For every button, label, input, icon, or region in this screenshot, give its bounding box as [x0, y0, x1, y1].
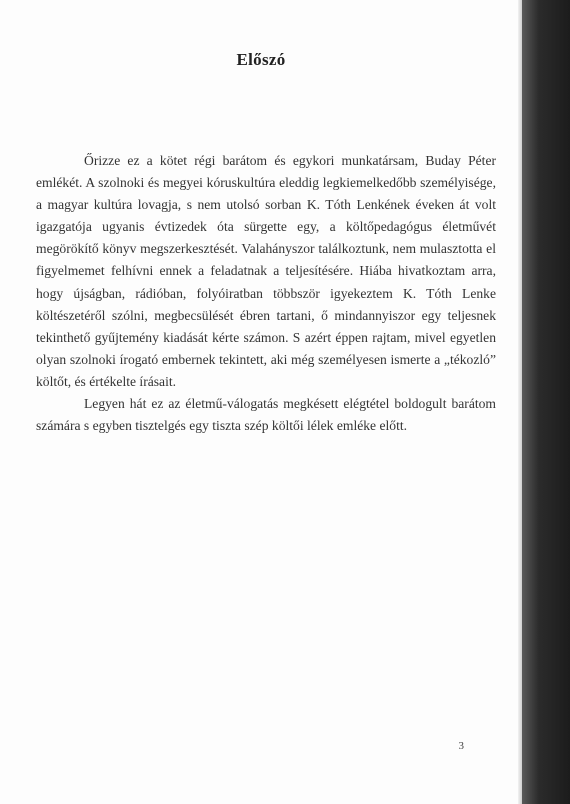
page-number: 3	[458, 740, 464, 752]
paragraph-1: Őrizze ez a kötet régi barátom és egykori munkatársam, Buday Péter emlékét. A szolnoki és megyei kóruskultúra eleddig legkiemelkedőbb személyisége, a magyar kultúra lovagja, s nem utolsó sorban K. Tóth Lenkének éveken át volt igazgatója ugyanis évtizedek óta sürgette egy, a költőpedagógus életművét megörökítő könyv megszerkesztését. Valahányszor találkoztunk, nem mulasztotta el figyelmemet felhívni ennek a feladatnak a teljesítésére. Hiába hivatkoztam arra, hogy újságban, rádióban, folyóiratban többször igyekeztem K. Tóth Lenke költészetéről szólni, megbecsülését ébren tartani, ő mindannyiszor egy teljesnek tekinthető gyűjtemény kiadását kérte számon. S azért éppen rajtam, mivel egyetlen olyan szolnoki írogató embernek tekintett, aki még személyesen ismerte a „tékozló” költőt, és értékelte írásait.	[36, 153, 496, 389]
body-text	[36, 150, 496, 437]
scan-dark-border	[522, 0, 570, 804]
paragraph-2: Legyen hát ez az életmű-válogatás megkésett elégtétel boldogult barátom számára s egyben tisztelgés egy tiszta szép költői lélek emléke előtt.	[36, 396, 496, 434]
page-title: Előszó	[236, 50, 286, 69]
